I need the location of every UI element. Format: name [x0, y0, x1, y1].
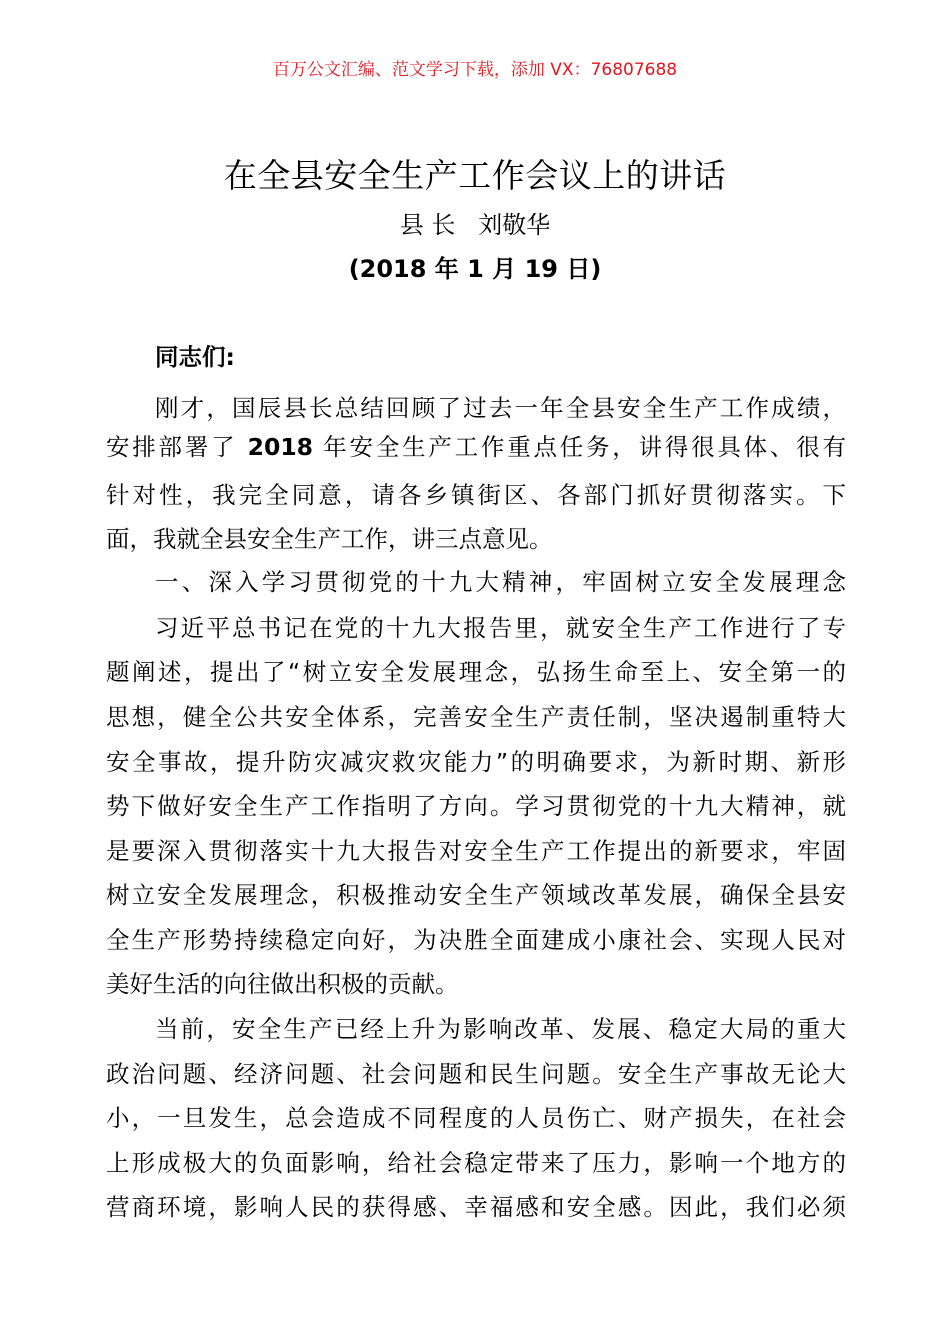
paragraph-line: 是要深入贯彻落实十九大报告对安全生产工作提出的新要求，牢固 [106, 837, 846, 865]
line-text: 安排部署了 [106, 433, 248, 461]
paragraph-line: 小，一旦发生，总会造成不同程度的人员伤亡、财产损失，在社会 [106, 1104, 846, 1132]
paragraph-line: 政治问题、经济问题、社会问题和民生问题。安全生产事故无论大 [106, 1060, 846, 1088]
paragraph-line: 面，我就全县安全生产工作，讲三点意见。 [106, 525, 553, 553]
paragraph-line: 美好生活的向往做出积极的贡献。 [106, 970, 459, 998]
header-promo-note: 百万公文汇编、范文学习下载，添加 VX：76807688 [272, 60, 678, 80]
paragraph-line: 针对性，我完全同意，请各乡镇街区、各部门抓好贯彻落实。下 [106, 481, 846, 509]
document-date: (2018 年 1 月 19 日) [348, 255, 602, 283]
paragraph-line: 全生产形势持续稳定向好，为决胜全面建成小康社会、实现人民对 [106, 926, 846, 954]
paragraph-line: 势下做好安全生产工作指明了方向。学习贯彻党的十九大精神，就 [106, 792, 846, 820]
salutation: 同志们: [155, 343, 235, 371]
document-title: 在全县安全生产工作会议上的讲话 [223, 156, 727, 195]
paragraph-line: 题阐述，提出了“树立安全发展理念，弘扬生命至上、安全第一的 [106, 658, 846, 686]
paragraph-line: 习近平总书记在党的十九大报告里，就安全生产工作进行了专 [155, 614, 846, 642]
document-author: 县 长 刘敬华 [399, 211, 551, 239]
paragraph-line: 安全事故，提升防灾减灾救灾能力”的明确要求，为新时期、新形 [106, 748, 846, 776]
section-heading: 一、深入学习贯彻党的十九大精神，牢固树立安全发展理念 [155, 568, 846, 596]
paragraph-line: 上形成极大的负面影响，给社会稳定带来了压力，影响一个地方的 [106, 1149, 846, 1177]
year-bold: 2018 [247, 433, 314, 461]
paragraph-line: 思想，健全公共安全体系，完善安全生产责任制，坚决遏制重特大 [106, 703, 846, 731]
paragraph-line [106, 432, 846, 462]
paragraph-line: 当前，安全生产已经上升为影响改革、发展、稳定大局的重大 [155, 1015, 846, 1043]
line-text: 年安全生产工作重点任务，讲得很具体、很有 [313, 433, 846, 461]
paragraph-line: 营商环境，影响人民的获得感、幸福感和安全感。因此，我们必须 [106, 1193, 846, 1221]
paragraph-line: 刚才，国辰县长总结回顾了过去一年全县安全生产工作成绩， [155, 394, 846, 422]
paragraph-line: 树立安全发展理念，积极推动安全生产领域改革发展，确保全县安 [106, 881, 846, 909]
